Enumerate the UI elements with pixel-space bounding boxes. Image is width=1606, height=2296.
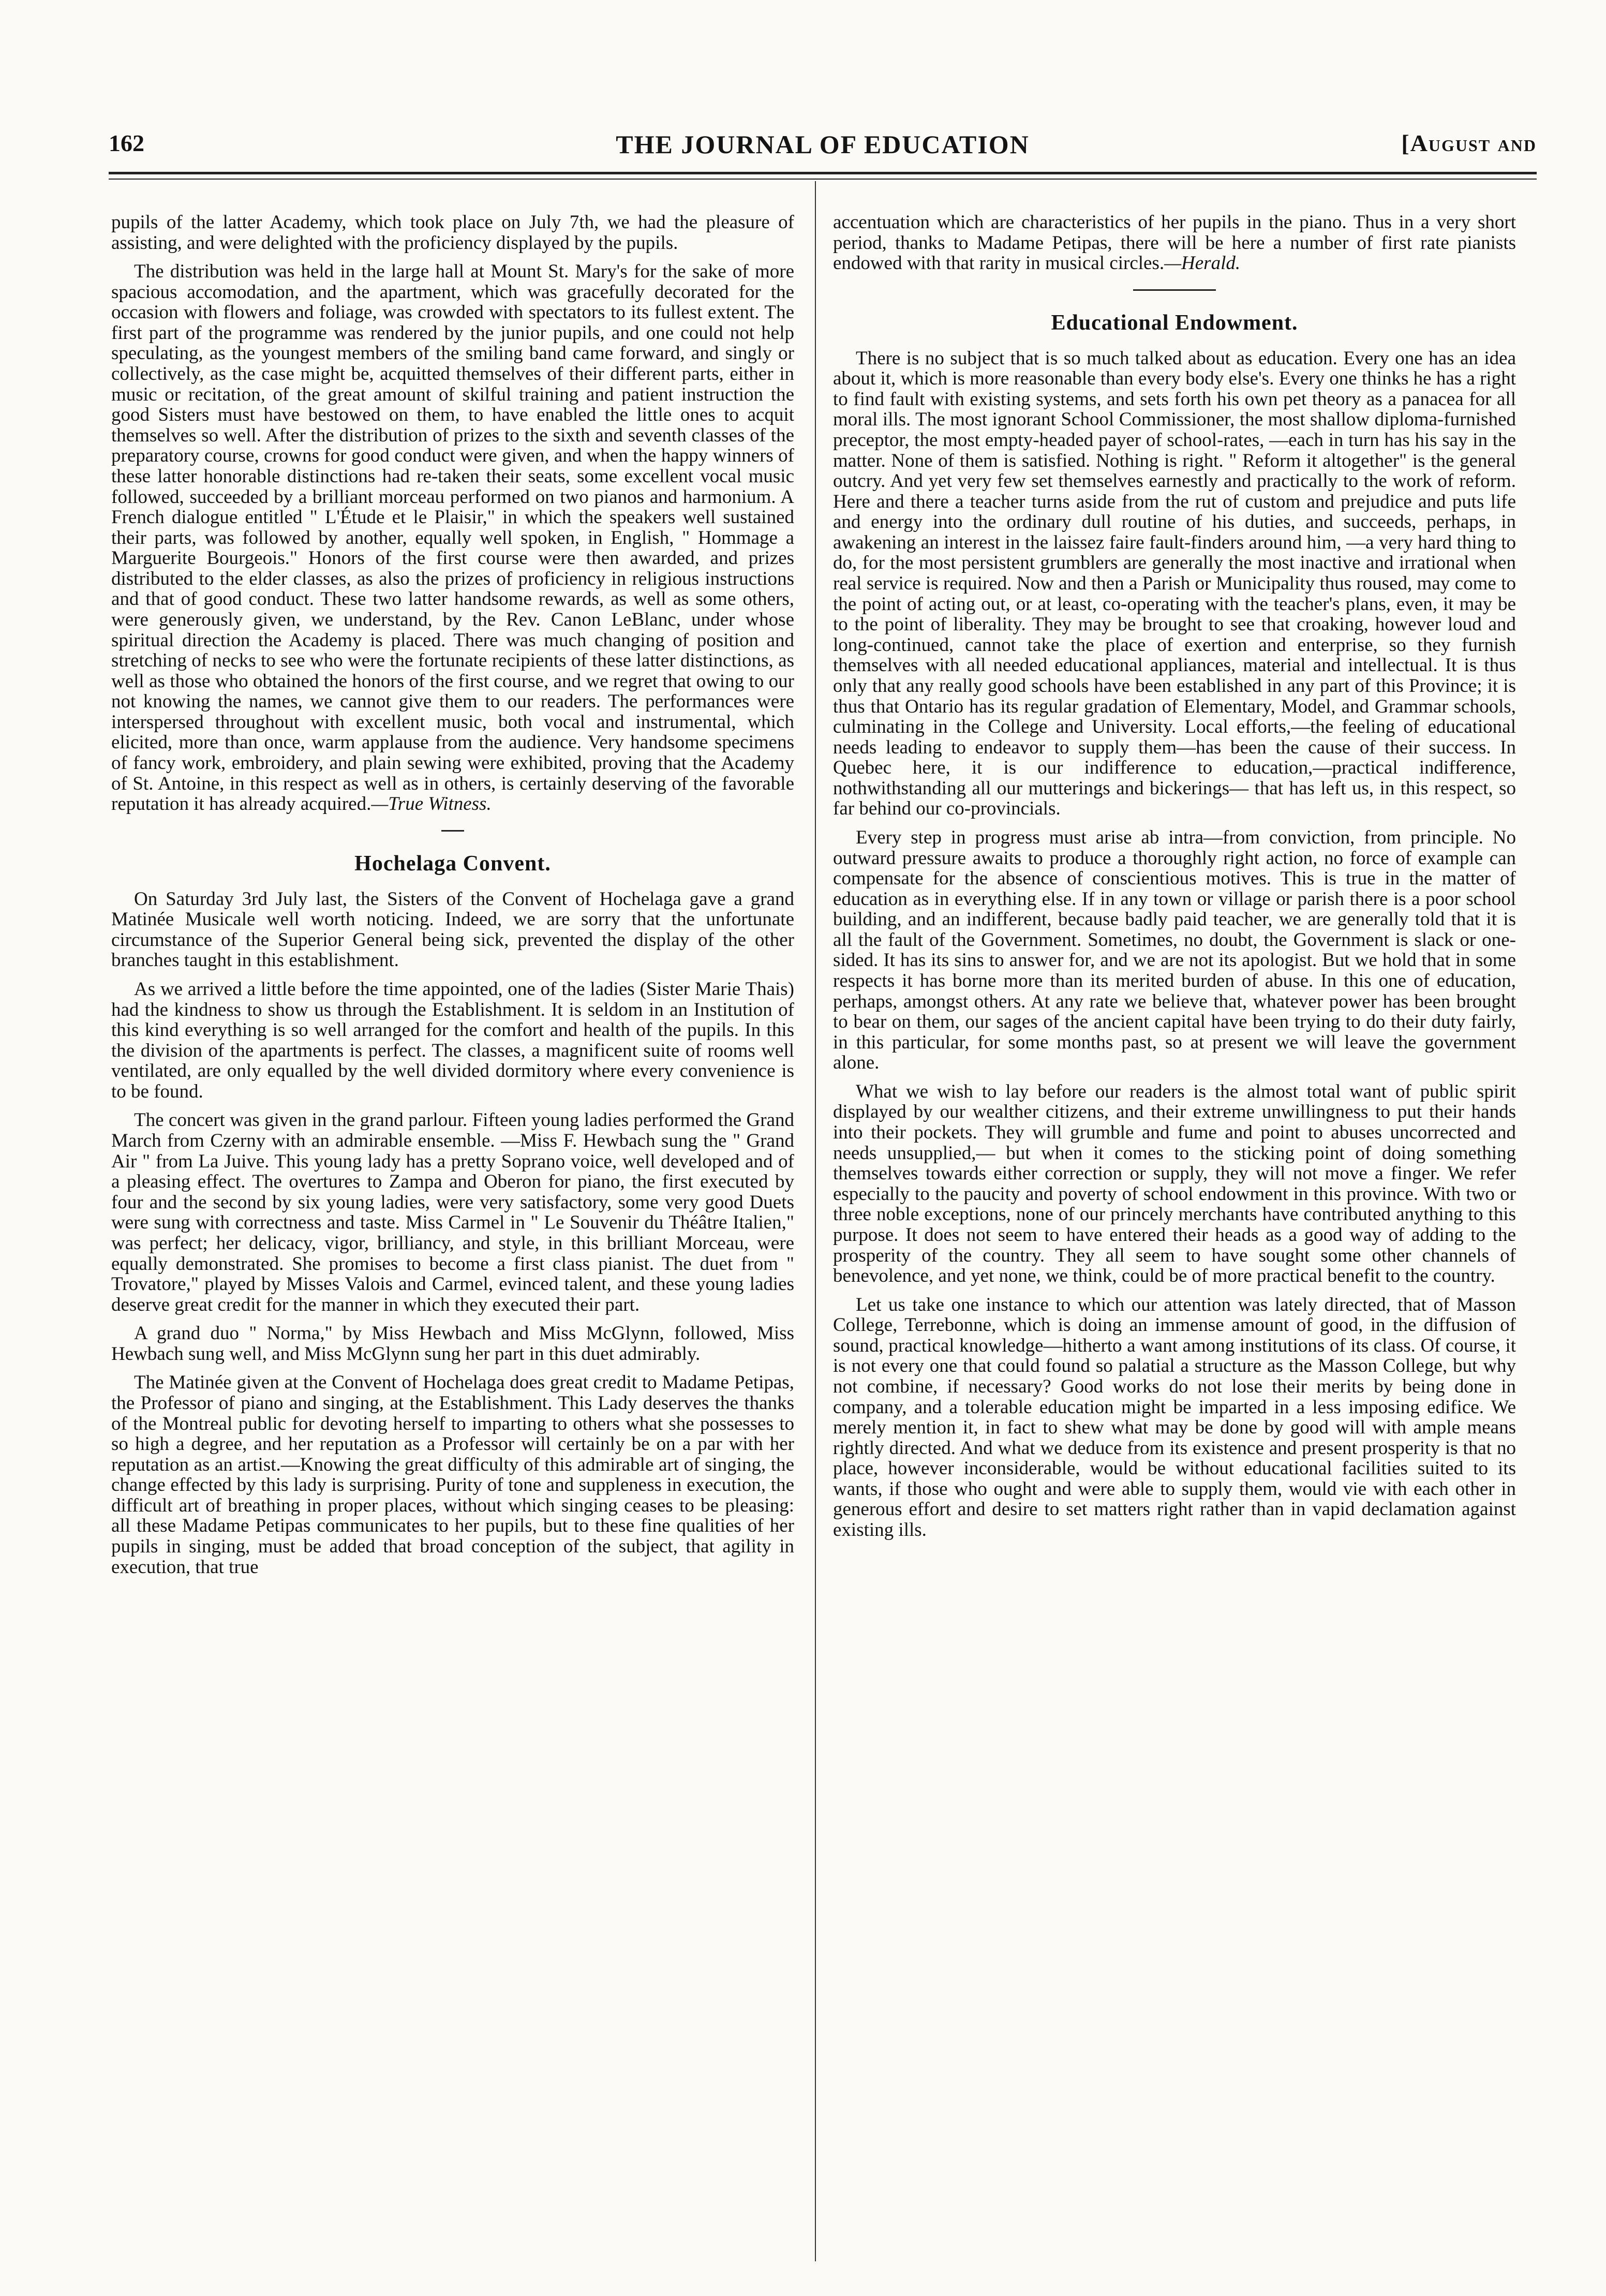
paragraph: On Saturday 3rd July last, the Sisters of the Convent of Hochelaga gave a grand Matinée Musicale well worth noticing. Indeed, we are sorry that the unfortunate circumstance of the Superior General being sick, prevented the display of the other branches taught in this establishment. <box>111 888 794 971</box>
paragraph-text: accentuation which are characteristics of her pupils in the piano. Thus in a very short period, thanks to Madame Petipas, there will be here a number of first rate pianists endowed with that rarity in musical circles. <box>833 212 1516 274</box>
paragraph: The concert was given in the grand parlour. Fifteen young ladies performed the Grand March from Czerny with an admirable ensemble. —Miss F. Hewbach sung the " Grand Air " from La Juive. This young lady has a pretty Soprano voice, well developed and of a pleasing effect. The overtures to Zampa and Oberon for piano, the first executed by four and the second by six young ladies, were very satisfactory, some very good Duets were sung with correctness and taste. Miss Carmel in " Le Souvenir du Théâtre Italien," was perfect; her delicacy, vigor, brilliancy, and style, in this brilliant Morceau, were equally demonstrated. She promises to become a first class pianist. The duet from " Trovatore," played by Misses Valois and Carmel, evinced talent, and these young ladies deserve great credit for the manner in which they executed their part. <box>111 1109 794 1315</box>
source-attribution: —Herald. <box>1164 253 1241 274</box>
paragraph: pupils of the latter Academy, which took place on July 7th, we had the pleasure of assisting, and were delighted with the proficiency displayed by the pupils. <box>111 212 794 254</box>
section-heading-educational-endowment: Educational Endowment. <box>1051 310 1298 335</box>
left-column <box>111 212 794 1586</box>
column-divider <box>815 181 816 2261</box>
header-rule-thin <box>109 179 1537 180</box>
source-attribution: —True Witness. <box>371 793 492 815</box>
page-header <box>109 129 1537 176</box>
header-rule-thick <box>109 172 1537 174</box>
paragraph <box>111 261 794 814</box>
paragraph-text: The distribution was held in the large hall at Mount St. Mary's for the sake of more spacious accomodation, and the apartment, which was gracefully decorated for the occasion with flowers and foliage, was crowded with spectators to its fullest extent. The first part of the programme was rendered by the junior pupils, and one could not help speculating, as the youngest members of the smiling band came forward, and singly or collectively, as the case might be, acquitted themselves of their different parts, either in music or recitation, of the great amount of skilful training and patient instruction the good Sisters must have bestowed on them, to have enabled the little ones to acquit themselves so well. After the distribution of prizes to the sixth and seventh classes of the preparatory course, crowns for good conduct were given, and when the happy winners of these latter honorable distinctions had re-taken their seats, some excellent vocal music followed, succeeded by a brilliant morceau performed on two pianos and harmonium. A French dialogue entitled " L'Étude et le Plaisir," in which the speakers well sustained their parts, was followed by another, equally well spoken, in English, " Hommage a Marguerite Bourgeois." Honors of the first course were then awarded, and prizes distributed to the elder classes, as also the prizes of proficiency in religious instructions and that of good conduct. These two latter handsome rewards, as well as some others, were generously given, we understand, by the Rev. Canon LeBlanc, under whose spiritual direction the Academy is placed. There was much changing of position and stretching of necks to see who were the fortunate recipients of these latter distinctions, as well as those who obtained the honors of the first course, and we regret that owing to our not knowing the names, we cannot give them to our readers. The performances were interspersed throughout with excellent music, both vocal and instrumental, which elicited, more than once, warm applause from the audience. Very handsome specimens of fancy work, embroidery, and plain sewing were exhibited, proving that the Academy of St. Antoine, in this respect as well as in others, is certainly deserving of the favorable reputation it has already acquired. <box>111 261 794 815</box>
journal-title: THE JOURNAL OF EDUCATION <box>616 130 1030 159</box>
paragraph: What we wish to lay before our readers is the almost total want of public spirit displayed by our wealther citizens, and their extreme unwillingness to put their hands into their pockets. They will grumble and fume and point to abuses uncorrected and needs unsupplied,— but when it comes to the sticking point of doing something themselves towards either correction or supply, they will not move a finger. We refer especially to the paucity and poverty of school endowment in this province. With two or three noble exceptions, none of our princely merchants have contributed anything to this purpose. It does not seem to have entered their heads as a good way of adding to the prosperity of the country. They all seem to have sought some other channels of benevolence, and yet none, we think, could be of more practical benefit to the country. <box>833 1080 1516 1287</box>
paragraph: Let us take one instance to which our attention was lately directed, that of Masson College, Terrebonne, which is doing an immense amount of good, in the diffusion of sound, practical knowledge—hitherto a want among institutions of its class. Of course, it is not every one that could found so palatial a structure as the Masson College, but why not combine, if necessary? Good works do not lose their merits by being done in company, and a tolerable education might be imparted in a less imposing edifice. We merely mention it, in fact to shew what may be done by good will with ample means rightly directed. And what we deduce from its existence and present prosperity is that no place, however inconsiderable, would be without educational facilities suited to its wants, if those who ought and were able to supply them, would vie with each other in generous effort and desire to set matters right rather than in vapid declamation against existing ills. <box>833 1294 1516 1541</box>
paragraph: The Matinée given at the Convent of Hochelaga does great credit to Madame Petipas, the Professor of piano and singing, at the Establishment. This Lady deserves the thanks of the Montreal public for devoting herself to imparting to others what she possesses to so high a degree, and her reputation as a Professor will certainly be on a par with her reputation as an artist.—Knowing the great difficulty of this admirable art of singing, the change effected by this lady is surprising. Purity of tone and suppleness in execution, the difficult art of breathing in proper places, without which singing ceases to be pleasing: all these Madame Petipas communicates to her pupils, but to these fine qualities of her pupils in singing, must be added that broad conception of the subject, that agility in execution, that true <box>111 1372 794 1578</box>
issue-date-fragment: [August and <box>1401 130 1537 156</box>
section-divider <box>441 830 464 832</box>
section-heading-hochelaga: Hochelaga Convent. <box>354 851 551 876</box>
paragraph: There is no subject that is so much talked about as education. Every one has an idea about it, which is more reasonable than every body else's. Every one thinks he has a right to find fault with existing systems, and sets forth his own pet theory as a panacea for all moral ills. The most ignorant School Commissioner, the most shallow diploma-furnished preceptor, the most empty-headed payer of school-rates, —each in turn has his say in the matter. None of them is satisfied. Nothing is right. " Reform it altogether" is the general outcry. And yet very few set themselves earnestly and practically to the work of reform. Here and there a teacher turns aside from the rut of custom and prejudice and puts life and energy into the ordinary dull routine of his duties, and succeeds, perhaps, in awakening an interest in the laissez faire fault-finders around him, —a very hard thing to do, for the most persistent grumblers are generally the most inactive and irrational when real service is required. Now and then a Parish or Municipality thus roused, may come to the point of acting out, or at least, co-operating with the teacher's plans, even, it may be to the point of liberality. They may be brought to see that croaking, however loud and long-continued, cannot take the place of exertion and enterprise, so they furnish themselves with all needed educational appliances, material and intellectual. It is thus only that any really good schools have been established in any part of this Province; it is thus that Ontario has its regular gradation of Elementary, Model, and Grammar schools, culminating in the College and University. Local efforts,—the feeling of educational needs leading to endeavor to supply them—has been the cause of their success. In Quebec here, it is our indifference to education,—practical indifference, nothwithstanding all our mutterings and bickerings— that has left us, in this respect, so far behind our co-provincials. <box>833 347 1516 820</box>
paragraph <box>833 212 1516 274</box>
paragraph: A grand duo " Norma," by Miss Hewbach and Miss McGlynn, followed, Miss Hewbach sung well, and Miss McGlynn sung her part in this duet admirably. <box>111 1323 794 1365</box>
right-column <box>833 212 1516 1549</box>
paragraph: As we arrived a little before the time appointed, one of the ladies (Sister Marie Thais) had the kindness to show us through the Establishment. It is seldom in an Institution of this kind everything is so well arranged for the comfort and health of the pupils. In this the division of the apartments is perfect. The classes, a magnificent suite of rooms well ventilated, are only equalled by the well divided dormitory where every convenience is to be found. <box>111 979 794 1102</box>
paragraph: Every step in progress must arise ab intra—from conviction, from principle. No outward pressure awaits to produce a thoroughly right action, no force of example can compensate for the absence of conscientious motives. This is true in the matter of education as in everything else. If in any town or village or parish there is a poor school building, and an indifferent, because badly paid teacher, we are generally told that it is all the fault of the Government. Sometimes, no doubt, the Government is slack or one-sided. It has its sins to answer for, and we are not its apologist. But we hold that in some respects it has borne more than its merited burden of abuse. In this one of education, perhaps, amongst others. At any rate we believe that, whatever power has been brought to bear on them, our sages of the ancient capital have been trying to do their duty fairly, in this particular, for some months past, so at present we will leave the government alone. <box>833 826 1516 1074</box>
section-divider <box>1133 289 1216 291</box>
page-number: 162 <box>109 130 144 156</box>
